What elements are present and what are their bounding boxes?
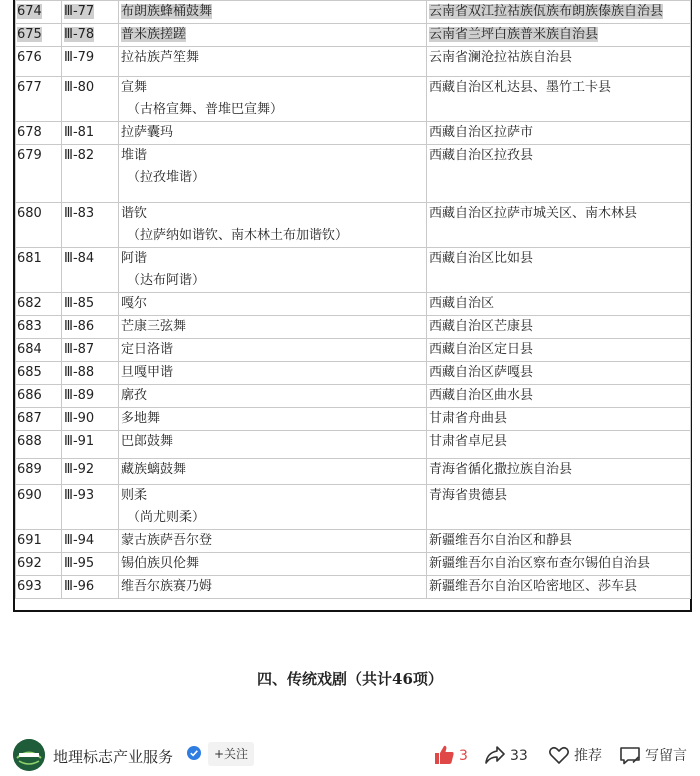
item-code	[62, 362, 119, 385]
item-region	[427, 145, 691, 203]
table-row	[16, 485, 691, 530]
row-number	[16, 47, 62, 77]
row-number	[16, 431, 62, 459]
item-region-text: 云南省兰坪白族普米族自治县	[429, 27, 599, 42]
item-name	[119, 431, 427, 459]
row-number	[16, 576, 62, 599]
item-code-text: Ⅲ-78	[64, 27, 95, 42]
item-region	[427, 1, 691, 24]
table-row	[16, 24, 691, 47]
table-row	[16, 576, 691, 599]
item-region-text: 西藏自治区芒康县	[429, 319, 534, 334]
verified-badge-icon	[187, 746, 201, 760]
item-subname: （达布阿谐）	[127, 273, 206, 288]
table-row	[16, 316, 691, 339]
item-region	[427, 576, 691, 599]
item-region	[427, 24, 691, 47]
section-title: 四、传统戏剧（共计46项）	[257, 670, 443, 688]
item-region	[427, 459, 691, 485]
row-number	[16, 362, 62, 385]
item-code	[62, 203, 119, 248]
table-row	[16, 293, 691, 316]
item-region-text: 西藏自治区萨嘎县	[429, 365, 534, 380]
item-name	[119, 293, 427, 316]
item-region-text: 甘肃省舟曲县	[429, 411, 508, 426]
item-code-text: Ⅲ-94	[64, 533, 95, 548]
item-code-text: Ⅲ-93	[64, 488, 95, 503]
like-count: 3	[459, 748, 468, 764]
table-row	[16, 530, 691, 553]
item-region-text: 西藏自治区比如县	[429, 251, 534, 266]
item-region	[427, 122, 691, 145]
item-code	[62, 530, 119, 553]
item-code	[62, 122, 119, 145]
row-number-text: 692	[17, 556, 42, 571]
item-region-text: 西藏自治区拉孜县	[429, 148, 534, 163]
row-number-text: 680	[17, 206, 42, 221]
row-number	[16, 459, 62, 485]
item-name	[119, 203, 427, 248]
item-region-text: 西藏自治区定日县	[429, 342, 534, 357]
item-region-text: 青海省贵德县	[429, 488, 508, 503]
item-region	[427, 77, 691, 122]
item-name	[119, 459, 427, 485]
item-name	[119, 24, 427, 47]
item-name-text: 维吾尔族赛乃姆	[121, 579, 213, 594]
table-row	[16, 145, 691, 203]
item-name-text: 多地舞	[121, 411, 161, 426]
table-row	[16, 122, 691, 145]
row-number	[16, 77, 62, 122]
item-name-text: 芒康三弦舞	[121, 319, 187, 334]
row-number-text: 678	[17, 125, 42, 140]
item-name-text: 布朗族蜂桶鼓舞	[121, 4, 213, 19]
item-region-text: 新疆维吾尔自治区和静县	[429, 533, 573, 548]
row-number-text: 675	[17, 27, 42, 42]
heritage-table	[13, 0, 692, 612]
item-region	[427, 431, 691, 459]
row-number-text: 688	[17, 434, 42, 449]
item-name	[119, 77, 427, 122]
comment-label: 写留言	[645, 748, 687, 764]
item-name	[119, 122, 427, 145]
item-region	[427, 293, 691, 316]
row-number-text: 689	[17, 462, 42, 477]
item-region-text: 新疆维吾尔自治区察布查尔锡伯自治县	[429, 556, 651, 571]
thumbs-up-icon	[433, 744, 455, 766]
table-row	[16, 385, 691, 408]
row-number	[16, 485, 62, 530]
item-code-text: Ⅲ-96	[64, 579, 95, 594]
item-code	[62, 459, 119, 485]
row-number	[16, 530, 62, 553]
item-name-text: 则柔	[121, 488, 148, 503]
item-code	[62, 1, 119, 24]
item-code-text: Ⅲ-95	[64, 556, 95, 571]
item-region	[427, 362, 691, 385]
item-code-text: Ⅲ-92	[64, 462, 95, 477]
table-row	[16, 77, 691, 122]
table-row	[16, 362, 691, 385]
item-code-text: Ⅲ-84	[64, 251, 95, 266]
item-code-text: Ⅲ-80	[64, 80, 95, 95]
row-number-text: 687	[17, 411, 42, 426]
item-code	[62, 248, 119, 293]
account-name[interactable]: 地理标志产业服务	[53, 748, 174, 766]
item-name-text: 普米族搓蹉	[121, 27, 187, 42]
row-number-text: 681	[17, 251, 42, 266]
row-number-text: 691	[17, 533, 42, 548]
table-row	[16, 553, 691, 576]
item-name	[119, 1, 427, 24]
follow-button[interactable]: +关注	[208, 742, 254, 766]
item-region	[427, 485, 691, 530]
item-name-text: 宣舞	[121, 80, 148, 95]
item-name	[119, 145, 427, 203]
item-code	[62, 408, 119, 431]
item-region-text: 云南省双江拉祜族佤族布朗族傣族自治县	[429, 4, 664, 19]
item-region	[427, 316, 691, 339]
row-number-text: 684	[17, 342, 42, 357]
item-region	[427, 203, 691, 248]
item-name	[119, 339, 427, 362]
item-name	[119, 47, 427, 77]
item-code	[62, 431, 119, 459]
share-count: 33	[510, 748, 528, 764]
item-name-text: 谐钦	[121, 206, 148, 221]
item-name-text: 嘎尔	[121, 296, 148, 311]
item-region	[427, 553, 691, 576]
item-region-text: 西藏自治区曲水县	[429, 388, 534, 403]
item-subname: （拉孜堆谐）	[127, 170, 206, 185]
row-number	[16, 248, 62, 293]
row-number	[16, 24, 62, 47]
item-code	[62, 553, 119, 576]
row-number	[16, 316, 62, 339]
item-region-text: 云南省澜沧拉祜族自治县	[429, 50, 573, 65]
item-name-text: 蒙古族萨吾尔登	[121, 533, 213, 548]
item-code-text: Ⅲ-87	[64, 342, 95, 357]
item-name	[119, 385, 427, 408]
row-number-text: 683	[17, 319, 42, 334]
row-number-text: 677	[17, 80, 42, 95]
item-region-text: 青海省循化撒拉族自治县	[429, 462, 573, 477]
item-name-text: 堆谐	[121, 148, 148, 163]
table-row	[16, 431, 691, 459]
item-region	[427, 385, 691, 408]
item-name-text: 拉萨囊玛	[121, 125, 174, 140]
item-code-text: Ⅲ-90	[64, 411, 95, 426]
item-subname: （古格宣舞、普堆巴宣舞）	[127, 102, 284, 117]
item-code	[62, 485, 119, 530]
item-name	[119, 408, 427, 431]
item-name	[119, 530, 427, 553]
item-code-text: Ⅲ-81	[64, 125, 95, 140]
heart-icon	[548, 744, 570, 766]
item-code-text: Ⅲ-77	[64, 4, 95, 19]
item-code-text: Ⅲ-82	[64, 148, 95, 163]
row-number	[16, 122, 62, 145]
item-subname: （拉萨纳如谐钦、南木林土布加谐钦）	[127, 228, 349, 243]
item-code-text: Ⅲ-91	[64, 434, 95, 449]
row-number-text: 682	[17, 296, 42, 311]
comment-icon	[619, 744, 641, 766]
row-number	[16, 145, 62, 203]
table-row	[16, 459, 691, 485]
row-number-text: 686	[17, 388, 42, 403]
item-code	[62, 77, 119, 122]
item-name-text: 廓孜	[121, 388, 148, 403]
item-code	[62, 339, 119, 362]
item-code	[62, 24, 119, 47]
item-region-text: 西藏自治区拉萨市	[429, 125, 534, 140]
item-subname: （尚尤则柔）	[127, 510, 206, 525]
item-region-text: 甘肃省卓尼县	[429, 434, 508, 449]
item-code-text: Ⅲ-79	[64, 50, 95, 65]
share-icon	[484, 744, 506, 766]
item-region	[427, 530, 691, 553]
item-region-text: 西藏自治区札达县、墨竹工卡县	[429, 80, 612, 95]
item-code	[62, 385, 119, 408]
row-number-text: 679	[17, 148, 42, 163]
row-number	[16, 553, 62, 576]
item-region-text: 新疆维吾尔自治区哈密地区、莎车县	[429, 579, 638, 594]
item-code	[62, 316, 119, 339]
item-code	[62, 145, 119, 203]
row-number	[16, 385, 62, 408]
item-name	[119, 576, 427, 599]
row-number	[16, 203, 62, 248]
item-code-text: Ⅲ-85	[64, 296, 95, 311]
item-name-text: 定日洛谐	[121, 342, 174, 357]
table-row	[16, 408, 691, 431]
item-code	[62, 47, 119, 77]
item-name-text: 拉祜族芦笙舞	[121, 50, 200, 65]
item-code-text: Ⅲ-86	[64, 319, 95, 334]
item-name-text: 阿谐	[121, 251, 148, 266]
item-code-text: Ⅲ-89	[64, 388, 95, 403]
row-number-text: 685	[17, 365, 42, 380]
item-code	[62, 576, 119, 599]
row-number	[16, 408, 62, 431]
table-row	[16, 248, 691, 293]
item-name	[119, 248, 427, 293]
avatar-logo-icon	[13, 739, 45, 771]
item-name-text: 旦嘎甲谐	[121, 365, 174, 380]
item-region-text: 西藏自治区	[429, 296, 495, 311]
table-row	[16, 1, 691, 24]
row-number-text: 690	[17, 488, 42, 503]
item-name	[119, 316, 427, 339]
row-number-text: 693	[17, 579, 42, 594]
table-row	[16, 47, 691, 77]
row-number	[16, 339, 62, 362]
account-avatar[interactable]	[13, 739, 45, 771]
item-region-text: 西藏自治区拉萨市城关区、南木林县	[429, 206, 638, 221]
table-row	[16, 203, 691, 248]
item-name-text: 巴郎鼓舞	[121, 434, 174, 449]
item-name	[119, 362, 427, 385]
item-region	[427, 248, 691, 293]
item-name	[119, 485, 427, 530]
bottom-action-bar	[0, 728, 700, 776]
item-code-text: Ⅲ-83	[64, 206, 95, 221]
table-row	[16, 339, 691, 362]
row-number-text: 676	[17, 50, 42, 65]
item-region	[427, 339, 691, 362]
row-number-text: 674	[17, 4, 42, 19]
recommend-label: 推荐	[574, 748, 602, 764]
item-code	[62, 293, 119, 316]
row-number	[16, 293, 62, 316]
item-region	[427, 47, 691, 77]
item-name	[119, 553, 427, 576]
item-code-text: Ⅲ-88	[64, 365, 95, 380]
item-name-text: 藏族螭鼓舞	[121, 462, 187, 477]
item-name-text: 锡伯族贝伦舞	[121, 556, 200, 571]
item-region	[427, 408, 691, 431]
row-number	[16, 1, 62, 24]
